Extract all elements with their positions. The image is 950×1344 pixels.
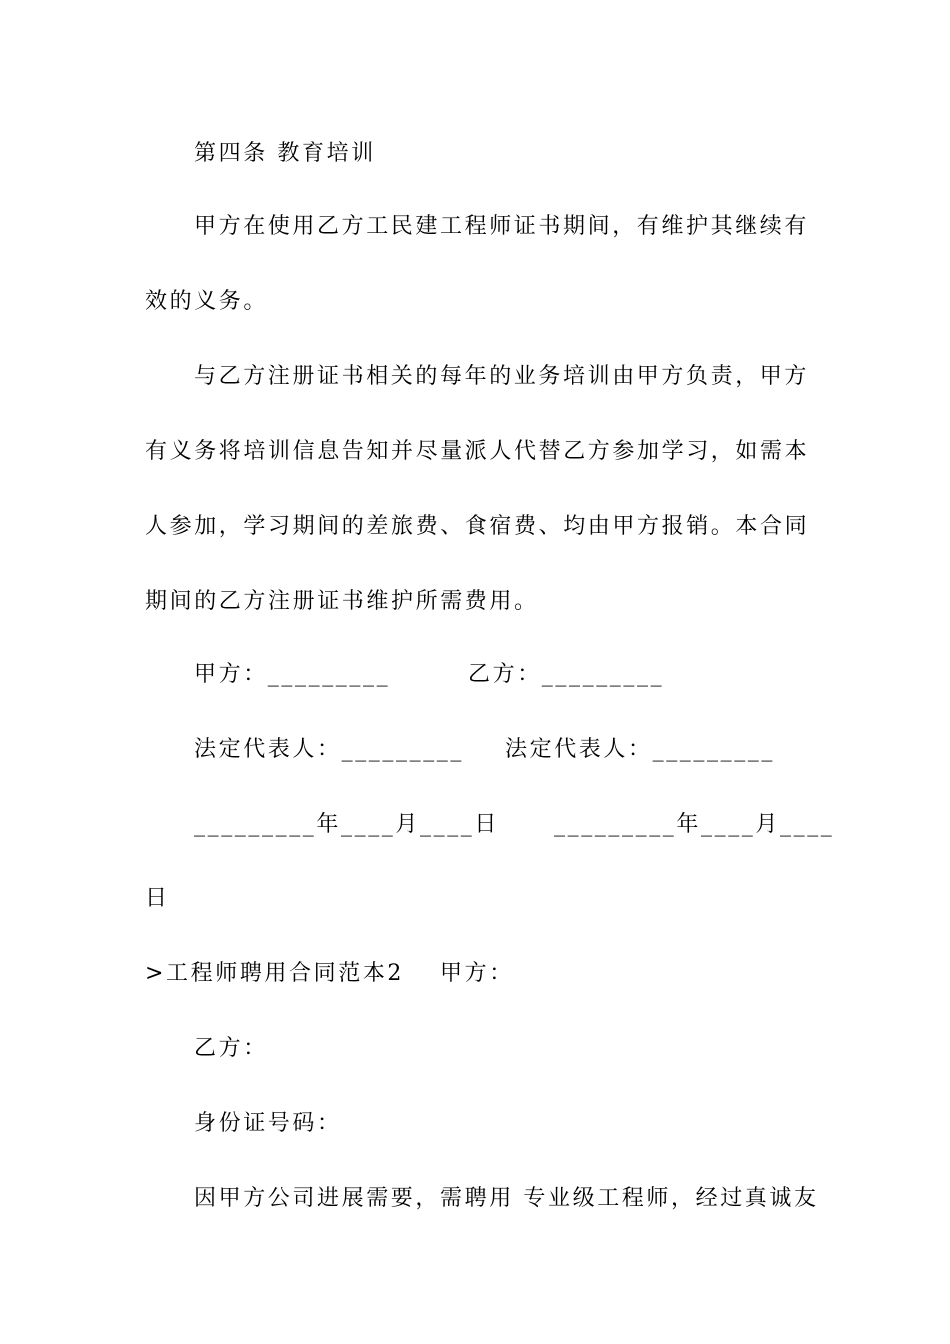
paragraph-line: 与乙方注册证书相关的每年的业务培训由甲方负责，甲方 — [194, 364, 810, 389]
signature-date-b: _________年____月____ — [554, 812, 835, 837]
article-heading: 第四条 教育培训 — [194, 141, 376, 166]
paragraph-line: 人参加，学习期间的差旅费、食宿费、均由甲方报销。本合同 — [145, 514, 810, 539]
contract2-party-b: 乙方： — [194, 1036, 268, 1061]
paragraph-line: 因甲方公司进展需要，需聘用 专业级工程师，经过真诚友 — [194, 1186, 819, 1211]
signature-representative-b: 法定代表人：_________ — [505, 737, 776, 762]
paragraph-line: 有义务将培训信息告知并尽量派人代替乙方参加学习，如需本 — [145, 439, 810, 464]
paragraph-line: 甲方在使用乙方工民建工程师证书期间，有维护其继续有 — [194, 214, 810, 239]
signature-party-b: 乙方：_________ — [468, 662, 665, 687]
contract2-id-number: 身份证号码： — [194, 1111, 342, 1136]
signature-date-a: _________年____月____日 — [194, 812, 500, 837]
signature-date-b-continued: 日 — [145, 886, 170, 911]
signature-representative-a: 法定代表人：_________ — [194, 737, 465, 762]
contract2-title: >工程师聘用合同范本2 — [145, 961, 405, 986]
paragraph-line: 效的义务。 — [145, 289, 269, 314]
signature-party-a: 甲方：_________ — [194, 662, 391, 687]
contract2-party-a: 甲方： — [440, 961, 514, 986]
paragraph-line: 期间的乙方注册证书维护所需费用。 — [145, 589, 539, 614]
